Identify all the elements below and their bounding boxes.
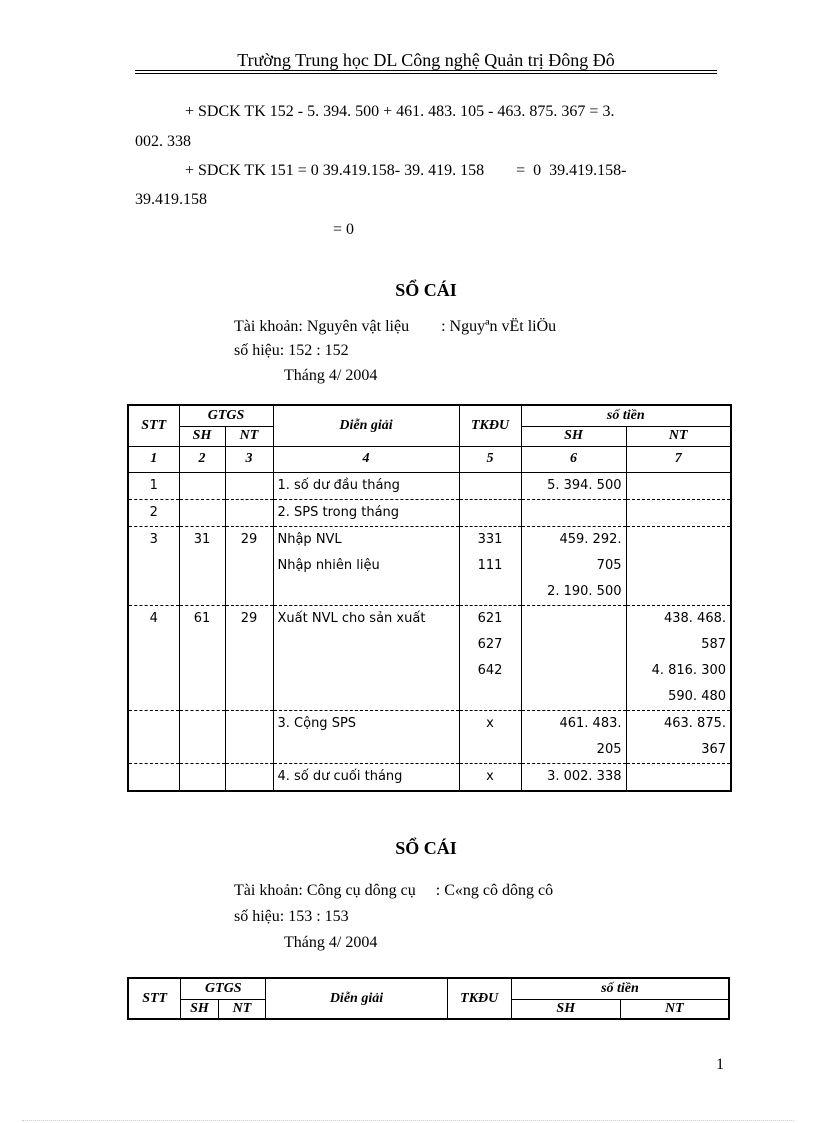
cell-amount-nt [626,472,731,499]
cell-amount-nt [626,579,731,606]
cell-stt [128,632,179,658]
school-header: Trường Trung học DL Công nghệ Quản trị Đông Đô [237,50,615,70]
cell-stt: 3 [128,526,179,553]
header-gtgs-sh: SH [181,999,218,1019]
cell-description: 4. số dư cuối tháng [273,763,459,791]
account-code: số hiệu: 152 : 152 [234,342,349,359]
cell-tkdu: x [459,710,521,737]
cell-sh [179,632,225,658]
cell-tkdu: x [459,763,521,791]
page-divider [22,1120,794,1121]
cell-sh [179,658,225,684]
header-amount-sh: SH [521,426,626,446]
cell-sh [179,472,225,499]
header-gtgs-nt: NT [218,999,266,1019]
cell-amount-nt: 463. 875. [626,710,731,737]
table-row [128,579,731,606]
cell-description: 1. số dư đầu tháng [273,472,459,499]
cell-tkdu [459,684,521,711]
table-row [128,553,731,579]
cell-description: Xuất NVL cho sản xuất [273,605,459,632]
cell-amount-sh [521,605,626,632]
cell-sh: 31 [179,526,225,553]
cell-description [273,684,459,711]
cell-amount-nt: 587 [626,632,731,658]
cell-nt: 29 [225,526,273,553]
cell-stt [128,710,179,737]
header-dien-giai: Diễn giải [273,405,459,446]
table-row [128,658,731,684]
cell-tkdu: 621 [459,605,521,632]
cell-stt [128,763,179,791]
header-so-tien: số tiền [511,978,729,999]
header-rule [135,70,717,71]
cell-amount-nt [626,499,731,526]
cell-nt [225,763,273,791]
cell-amount-nt: 367 [626,737,731,764]
header-amount-nt: NT [620,999,729,1019]
header-tkdu: TKĐU [447,978,511,1019]
cell-stt [128,737,179,764]
cell-tkdu: 627 [459,632,521,658]
ledger-title: SỔ CÁI [395,838,457,858]
ledger-title: SỔ CÁI [395,280,457,300]
cell-description: 2. SPS trong tháng [273,499,459,526]
cell-amount-sh [521,684,626,711]
cell-nt [225,710,273,737]
cell-stt [128,553,179,579]
table-row [128,763,731,791]
cell-amount-sh: 459. 292. [521,526,626,553]
column-number: 5 [459,446,521,472]
calc-line-151-cont: 39.419.158 [135,191,207,208]
table-row [128,472,731,499]
cell-sh [179,737,225,764]
cell-tkdu [459,579,521,606]
cell-amount-sh: 5. 394. 500 [521,472,626,499]
column-number-row [128,446,731,472]
cell-tkdu [459,737,521,764]
cell-amount-nt: 590. 480 [626,684,731,711]
cell-stt: 2 [128,499,179,526]
cell-amount-sh [521,499,626,526]
column-number: 3 [225,446,273,472]
table-row [128,499,731,526]
cell-nt [225,579,273,606]
ledger-table-153 [127,977,730,1020]
header-gtgs: GTGS [181,978,266,999]
cell-nt [225,472,273,499]
ledger-table-152 [127,404,732,792]
header-gtgs-nt: NT [225,426,273,446]
cell-nt [225,658,273,684]
column-number: 7 [626,446,731,472]
cell-amount-sh [521,632,626,658]
calc-line-152: + SDCK TK 152 - 5. 394. 500 + 461. 483. 105 - 463. 875. 367 = 3. [185,103,615,120]
cell-sh [179,684,225,711]
column-number: 1 [128,446,179,472]
account-name: Tài khoản: Nguyên vật liệu : Nguyªn vËt liÖu [234,318,557,335]
cell-description: Nhập nhiên liệu [273,553,459,579]
header-gtgs-sh: SH [179,426,225,446]
cell-sh [179,763,225,791]
cell-amount-nt [626,763,731,791]
header-stt: STT [128,405,179,446]
cell-description: 3. Cộng SPS [273,710,459,737]
table-row [128,710,731,737]
cell-nt [225,632,273,658]
cell-sh [179,553,225,579]
cell-nt [225,553,273,579]
table-row [128,737,731,764]
cell-tkdu: 642 [459,658,521,684]
header-stt: STT [128,978,181,1019]
account-code: số hiệu: 153 : 153 [234,908,349,925]
cell-tkdu [459,472,521,499]
cell-stt [128,684,179,711]
calc-result: = 0 [333,221,355,238]
cell-tkdu [459,499,521,526]
cell-sh [179,710,225,737]
cell-sh [179,499,225,526]
header-dien-giai: Diễn giải [266,978,447,1019]
cell-stt [128,658,179,684]
header-so-tien: số tiền [521,405,731,426]
cell-stt: 1 [128,472,179,499]
cell-stt: 4 [128,605,179,632]
header-amount-nt: NT [626,426,731,446]
cell-sh: 61 [179,605,225,632]
cell-amount-sh: 205 [521,737,626,764]
header-tkdu: TKĐU [459,405,521,446]
page-number: 1 [716,1056,724,1073]
ledger-month: Tháng 4/ 2004 [284,367,378,384]
cell-stt [128,579,179,606]
column-number: 6 [521,446,626,472]
ledger-month: Tháng 4/ 2004 [284,934,378,951]
cell-sh [179,579,225,606]
table-row [128,632,731,658]
cell-amount-sh: 2. 190. 500 [521,579,626,606]
table-row [128,684,731,711]
cell-nt: 29 [225,605,273,632]
cell-amount-sh: 461. 483. [521,710,626,737]
calc-line-152-cont: 002. 338 [135,133,191,150]
cell-amount-nt: 438. 468. [626,605,731,632]
cell-nt [225,737,273,764]
cell-amount-sh [521,658,626,684]
account-name: Tài khoản: Công cụ dông cụ : C«ng cô dông cô [234,882,554,899]
cell-description [273,579,459,606]
cell-amount-sh: 3. 002. 338 [521,763,626,791]
cell-nt [225,684,273,711]
header-gtgs: GTGS [179,405,273,426]
cell-tkdu: 111 [459,553,521,579]
cell-description [273,658,459,684]
header-amount-sh: SH [511,999,620,1019]
table-row [128,605,731,632]
cell-description [273,737,459,764]
cell-nt [225,499,273,526]
cell-tkdu: 331 [459,526,521,553]
column-number: 4 [273,446,459,472]
table-row [128,526,731,553]
cell-description [273,632,459,658]
header-rule [135,73,717,74]
cell-amount-nt: 4. 816. 300 [626,658,731,684]
cell-amount-sh: 705 [521,553,626,579]
calc-line-151: + SDCK TK 151 = 0 39.419.158- 39. 419. 158 = 0 39.419.158- [185,162,627,179]
cell-amount-nt [626,553,731,579]
cell-description: Nhập NVL [273,526,459,553]
column-number: 2 [179,446,225,472]
cell-amount-nt [626,526,731,553]
